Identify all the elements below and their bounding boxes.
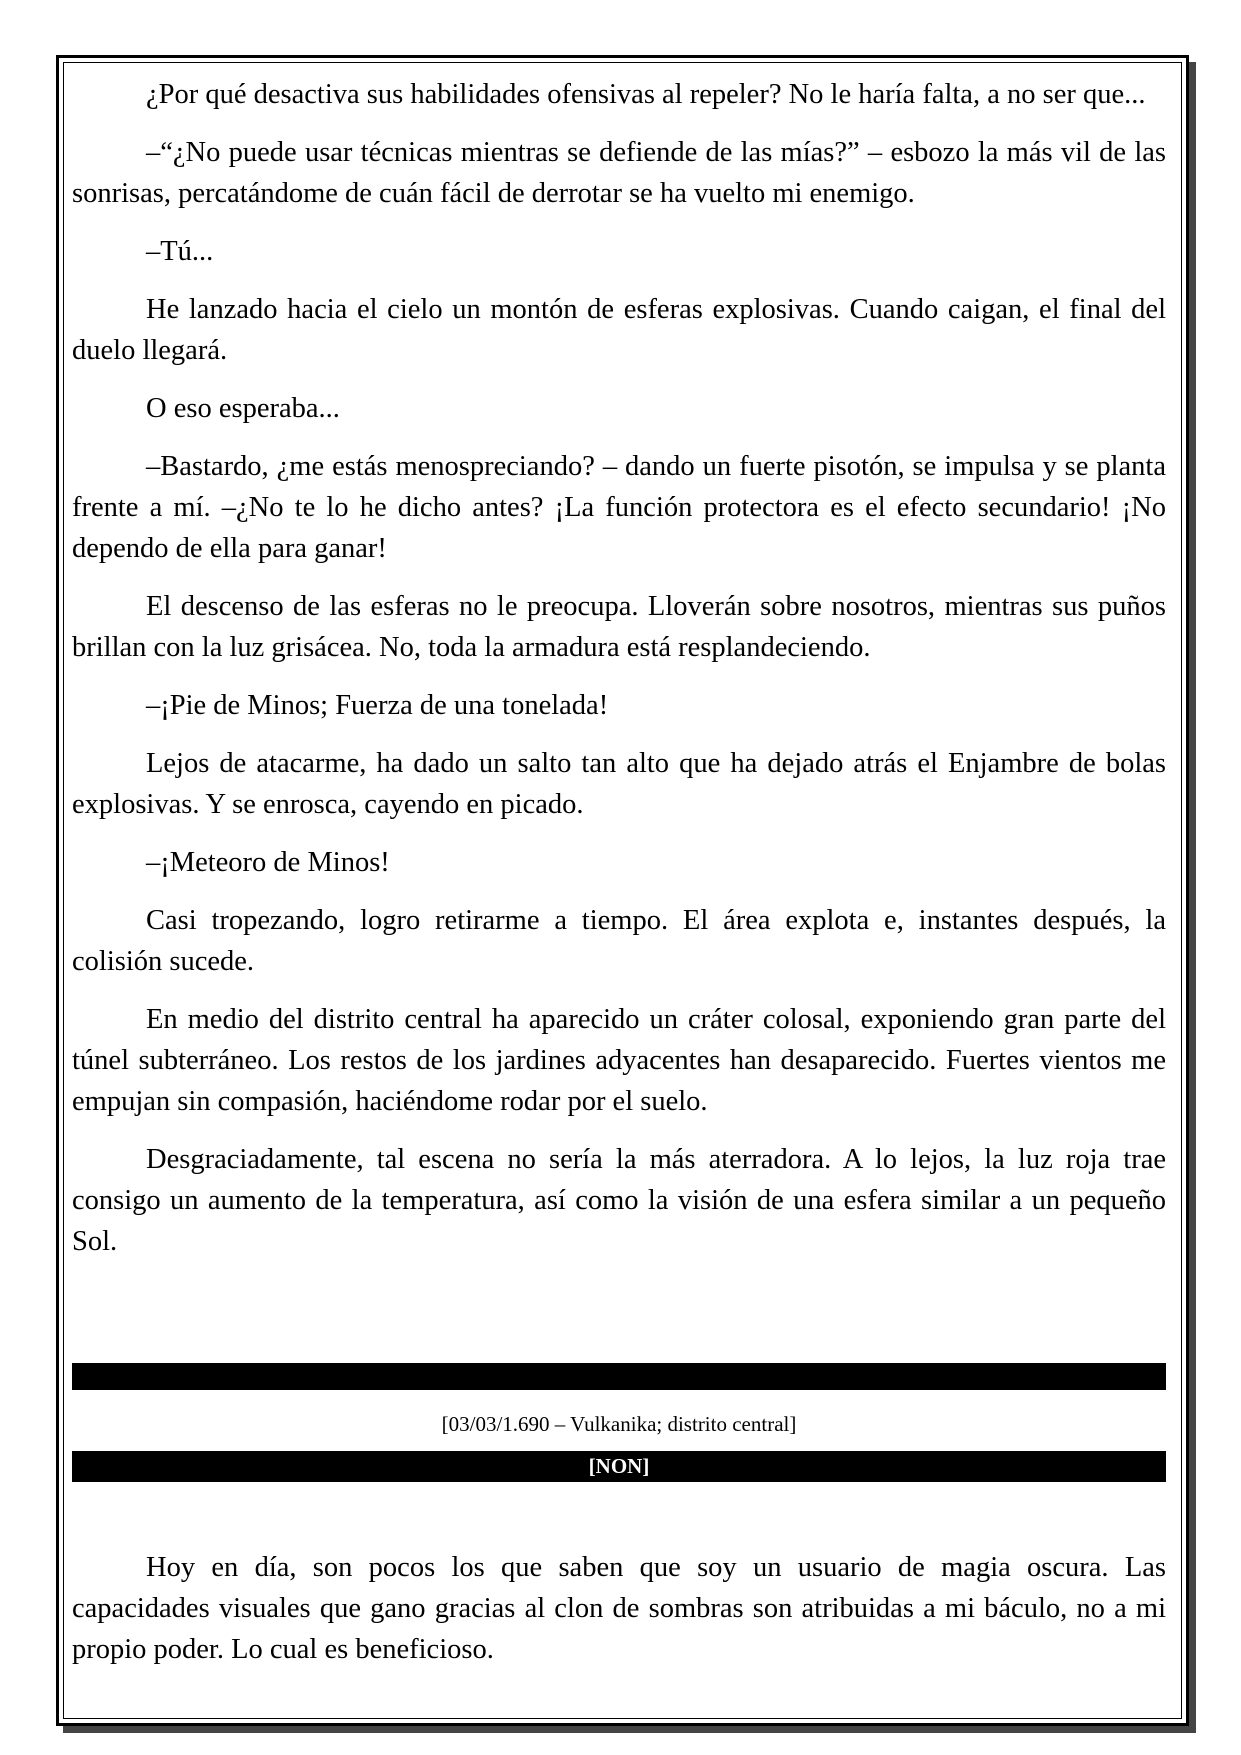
paragraph: O eso esperaba... <box>146 393 340 424</box>
scene-break <box>72 1363 1166 1482</box>
paragraph: –¡Meteoro de Minos! <box>146 847 390 878</box>
paragraph: ¿Por qué desactiva sus habilidades ofensivas al repeler? No le haría falta, a no ser que... <box>146 79 1146 110</box>
paragraph: Lejos de atacarme, ha dado un salto tan alto que ha dejado atrás el Enjambre de bolas explosivas. Y se enrosca, cayendo en picado. <box>72 748 1166 820</box>
paragraph: Hoy en día, son pocos los que saben que soy un usuario de magia oscura. Las capacidades visuales que gano gracias al clon de sombras son atribuidas a mi báculo, no a mi propio poder. Lo cual es beneficioso. <box>72 1552 1166 1665</box>
scene-date-location: [03/03/1.690 – Vulkanika; distrito central] <box>441 1412 797 1436</box>
paragraph: He lanzado hacia el cielo un montón de esferas explosivas. Cuando caigan, el final del duelo llegará. <box>72 294 1166 366</box>
paragraph: En medio del distrito central ha aparecido un cráter colosal, exponiendo gran parte del túnel subterráneo. Los restos de los jardines adyacentes han desaparecido. Fuertes vientos me empujan sin compasión, haciéndome rodar por el suelo. <box>72 1004 1166 1117</box>
paragraph: –“¿No puede usar técnicas mientras se defiende de las mías?” – esbozo la más vil de las sonrisas, percatándome de cuán fácil de derrotar se ha vuelto mi enemigo. <box>72 137 1166 209</box>
story-text-top <box>72 74 1166 1262</box>
scene-pov-label: [NON] <box>72 1451 1166 1482</box>
paragraph: –¡Pie de Minos; Fuerza de una tonelada! <box>146 690 609 721</box>
paragraph: –Tú... <box>146 236 214 267</box>
paragraph: Desgraciadamente, tal escena no sería la más aterradora. A lo lejos, la luz roja trae consigo un aumento de la temperatura, así como la visión de una esfera similar a un pequeño Sol. <box>72 1144 1166 1257</box>
story-text-bottom <box>72 1547 1166 1670</box>
paragraph: El descenso de las esferas no le preocupa. Lloverán sobre nosotros, mientras sus puños brillan con la luz grisácea. No, toda la armadura está resplandeciendo. <box>72 591 1166 663</box>
scene-break-bar <box>72 1363 1166 1390</box>
paragraph: –Bastardo, ¿me estás menospreciando? – dando un fuerte pisotón, se impulsa y se planta frente a mí. –¿No te lo he dicho antes? ¡La función protectora es el efecto secundario! ¡No dependo de ella para ganar! <box>72 451 1166 564</box>
paragraph: Casi tropezando, logro retirarme a tiempo. El área explota e, instantes después, la colisión sucede. <box>72 905 1166 977</box>
